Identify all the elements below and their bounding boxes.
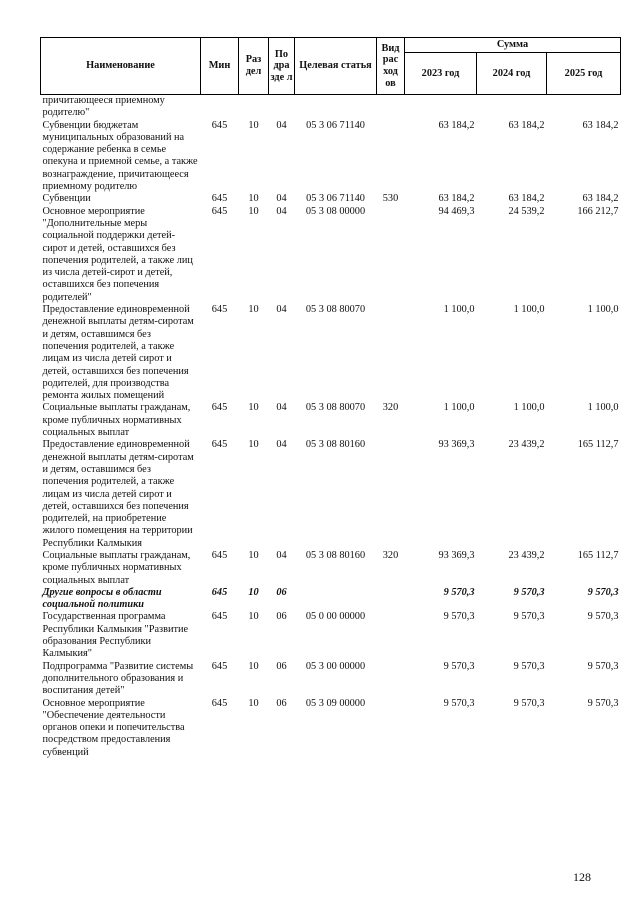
cell-sum-2023: 1 100,0 bbox=[443, 402, 475, 414]
cell-podrazdel bbox=[269, 95, 295, 120]
cell-min: 645 bbox=[211, 586, 228, 598]
cell-name: Субвенции bbox=[42, 193, 91, 205]
cell-min: 645 bbox=[211, 119, 228, 131]
cell-razdel: 10 bbox=[248, 193, 259, 205]
cell-vid-rashodov: 320 bbox=[382, 549, 399, 561]
header-vid-rashodov: Вид рас ход ов bbox=[377, 38, 405, 95]
cell-podrazdel: 06 bbox=[276, 611, 287, 623]
cell-podrazdel: 06 bbox=[276, 660, 287, 672]
table-row bbox=[41, 206, 621, 304]
cell-vid-rashodov: 530 bbox=[382, 193, 399, 205]
cell-sum-2024: 23 439,2 bbox=[508, 549, 545, 561]
cell-celevaya-statya bbox=[295, 587, 377, 612]
cell-vid-rashodov bbox=[377, 120, 405, 194]
table-row bbox=[41, 661, 621, 698]
cell-min: 645 bbox=[211, 193, 228, 205]
cell-razdel: 10 bbox=[248, 439, 259, 451]
table-row bbox=[41, 439, 621, 550]
cell-sum-2024: 1 100,0 bbox=[513, 402, 545, 414]
cell-podrazdel: 04 bbox=[276, 119, 287, 131]
table-row bbox=[41, 550, 621, 587]
cell-razdel: 10 bbox=[248, 205, 259, 217]
header-year-2023: 2023 год bbox=[405, 53, 477, 95]
cell-name: Основное мероприятие "Обеспечение деятельности органов опеки и попечительства посредством предоставления субвенций bbox=[42, 697, 185, 758]
cell-sum-2025: 166 212,7 bbox=[577, 205, 619, 217]
table-row bbox=[41, 120, 621, 194]
cell-sum-2024: 9 570,3 bbox=[513, 660, 545, 672]
table-row bbox=[41, 698, 621, 759]
cell-name: причитающееся приемному родителю" bbox=[42, 95, 165, 119]
cell-sum-2025: 165 112,7 bbox=[577, 549, 619, 561]
cell-podrazdel: 06 bbox=[276, 697, 287, 709]
header-razdel: Раз дел bbox=[239, 38, 269, 95]
cell-min: 645 bbox=[211, 549, 228, 561]
cell-min: 645 bbox=[211, 205, 228, 217]
cell-celevaya-statya bbox=[295, 95, 377, 120]
cell-razdel: 10 bbox=[248, 119, 259, 131]
cell-razdel: 10 bbox=[248, 660, 259, 672]
cell-podrazdel: 04 bbox=[276, 549, 287, 561]
header-year-2024: 2024 год bbox=[477, 53, 547, 95]
cell-celevaya-statya: 05 3 00 00000 bbox=[305, 660, 366, 672]
cell-podrazdel: 04 bbox=[276, 439, 287, 451]
cell-min: 645 bbox=[211, 660, 228, 672]
cell-sum-2025: 9 570,3 bbox=[587, 586, 619, 598]
cell-celevaya-statya: 05 3 08 80070 bbox=[305, 402, 366, 414]
cell-celevaya-statya: 05 3 06 71140 bbox=[306, 193, 365, 205]
cell-razdel: 10 bbox=[248, 697, 259, 709]
cell-min: 645 bbox=[211, 402, 228, 414]
cell-sum-2023: 93 369,3 bbox=[438, 439, 475, 451]
cell-name: Предоставление единовременной денежной выплаты детям-сиротам и детям, оставшимся без попечения родителей, а также лицам из числа детей сирот и детей, оставшихся без попечения родителей, для производства ремонта жилых помещений bbox=[42, 304, 194, 402]
cell-razdel: 10 bbox=[248, 586, 259, 598]
cell-sum-2025: 9 570,3 bbox=[587, 611, 619, 623]
cell-celevaya-statya: 05 3 08 80160 bbox=[305, 439, 366, 451]
cell-name: Подпрограмма "Развитие системы дополнительного образования и воспитания детей" bbox=[42, 660, 194, 697]
cell-celevaya-statya: 05 3 08 00000 bbox=[305, 205, 366, 217]
header-summa: Сумма bbox=[405, 38, 621, 53]
table-header bbox=[41, 38, 621, 95]
table-body bbox=[41, 95, 621, 760]
cell-name: Основное мероприятие "Дополнительные меры социальной поддержки детей-сирот и детей, оставшихся без попечения родителей, а также лиц из числа детей-сирот и детей, оставшихся без попечения родителей" bbox=[42, 205, 193, 303]
cell-podrazdel: 04 bbox=[276, 193, 287, 205]
header-celevaya-statya: Целевая статья bbox=[295, 38, 377, 95]
cell-sum-2025: 9 570,3 bbox=[587, 697, 619, 709]
cell-name: Предоставление единовременной денежной выплаты детям-сиротам и детям, оставшимся без попечения родителей, а также лицам из числа детей сирот и детей, оставшихся без попечения родителей, на приобретение жилого помещения на территории Республики Калмыкия bbox=[42, 439, 194, 549]
table-row bbox=[41, 304, 621, 402]
cell-celevaya-statya: 05 3 09 00000 bbox=[305, 697, 366, 709]
cell-sum-2023: 63 184,2 bbox=[438, 193, 475, 205]
cell-sum-2024: 9 570,3 bbox=[513, 697, 545, 709]
table-row bbox=[41, 402, 621, 439]
cell-podrazdel: 06 bbox=[276, 586, 287, 598]
cell-podrazdel: 04 bbox=[276, 304, 287, 316]
table-row bbox=[41, 611, 621, 660]
page-number: 128 bbox=[573, 870, 591, 884]
cell-sum-2025: 165 112,7 bbox=[577, 439, 619, 451]
cell-sum-2024: 9 570,3 bbox=[513, 611, 545, 623]
cell-sum-2023: 93 369,3 bbox=[438, 549, 475, 561]
cell-sum-2025: 63 184,2 bbox=[582, 193, 619, 205]
cell-sum-2024: 9 570,3 bbox=[513, 586, 545, 598]
cell-celevaya-statya: 05 3 08 80070 bbox=[305, 304, 366, 316]
cell-sum-2023: 9 570,3 bbox=[443, 697, 475, 709]
cell-razdel: 10 bbox=[248, 611, 259, 623]
cell-min: 645 bbox=[211, 697, 228, 709]
cell-sum-2023: 9 570,3 bbox=[443, 611, 475, 623]
cell-sum-2024: 23 439,2 bbox=[508, 439, 545, 451]
cell-podrazdel: 04 bbox=[276, 205, 287, 217]
cell-vid-rashodov bbox=[377, 698, 405, 759]
cell-sum-2024 bbox=[477, 95, 547, 120]
cell-vid-rashodov bbox=[377, 95, 405, 120]
header-podrazdel: По дра зде л bbox=[269, 38, 295, 95]
cell-name: Другие вопросы в области социальной политики bbox=[42, 586, 162, 611]
cell-name: Субвенции бюджетам муниципальных образований на содержание ребенка в семье опекуна и приемной семье, а также вознаграждение, причитающееся приемному родителю bbox=[42, 119, 198, 193]
table-row bbox=[41, 587, 621, 612]
cell-sum-2025 bbox=[547, 95, 621, 120]
cell-sum-2025: 1 100,0 bbox=[587, 402, 619, 414]
cell-vid-rashodov bbox=[377, 439, 405, 550]
cell-vid-rashodov bbox=[377, 206, 405, 304]
cell-sum-2025: 63 184,2 bbox=[582, 119, 619, 131]
header-year-2025: 2025 год bbox=[547, 53, 621, 95]
cell-sum-2025: 1 100,0 bbox=[587, 304, 619, 316]
budget-table bbox=[40, 37, 621, 759]
cell-name: Государственная программа Республики Калмыкия "Развитие образования Республики Калмыкия" bbox=[42, 611, 189, 660]
cell-razdel bbox=[239, 95, 269, 120]
cell-sum-2023: 1 100,0 bbox=[443, 304, 475, 316]
cell-min: 645 bbox=[211, 611, 228, 623]
cell-sum-2023 bbox=[405, 95, 477, 120]
cell-min: 645 bbox=[211, 439, 228, 451]
cell-name: Социальные выплаты гражданам, кроме публичных нормативных социальных выплат bbox=[42, 549, 191, 586]
cell-vid-rashodov: 320 bbox=[382, 402, 399, 414]
cell-min bbox=[201, 95, 239, 120]
cell-razdel: 10 bbox=[248, 304, 259, 316]
cell-celevaya-statya: 05 0 00 00000 bbox=[305, 611, 366, 623]
cell-razdel: 10 bbox=[248, 402, 259, 414]
cell-sum-2024: 63 184,2 bbox=[508, 119, 545, 131]
cell-vid-rashodov bbox=[377, 661, 405, 698]
cell-celevaya-statya: 05 3 08 80160 bbox=[305, 549, 366, 561]
cell-sum-2024: 1 100,0 bbox=[513, 304, 545, 316]
cell-sum-2023: 63 184,2 bbox=[438, 119, 475, 131]
header-name: Наименование bbox=[41, 38, 201, 95]
cell-sum-2023: 9 570,3 bbox=[443, 586, 475, 598]
cell-vid-rashodov bbox=[377, 304, 405, 402]
table-row bbox=[41, 95, 621, 120]
cell-podrazdel: 04 bbox=[276, 402, 287, 414]
cell-sum-2025: 9 570,3 bbox=[587, 660, 619, 672]
cell-sum-2023: 9 570,3 bbox=[443, 660, 475, 672]
cell-min: 645 bbox=[211, 304, 228, 316]
header-min: Мин bbox=[201, 38, 239, 95]
cell-sum-2023: 94 469,3 bbox=[438, 205, 475, 217]
cell-sum-2024: 24 539,2 bbox=[508, 205, 545, 217]
cell-celevaya-statya: 05 3 06 71140 bbox=[306, 119, 365, 131]
table-row bbox=[41, 193, 621, 205]
cell-razdel: 10 bbox=[248, 549, 259, 561]
cell-sum-2024: 63 184,2 bbox=[508, 193, 545, 205]
cell-vid-rashodov bbox=[377, 611, 405, 660]
cell-name: Социальные выплаты гражданам, кроме публичных нормативных социальных выплат bbox=[42, 402, 191, 439]
cell-vid-rashodov bbox=[377, 587, 405, 612]
